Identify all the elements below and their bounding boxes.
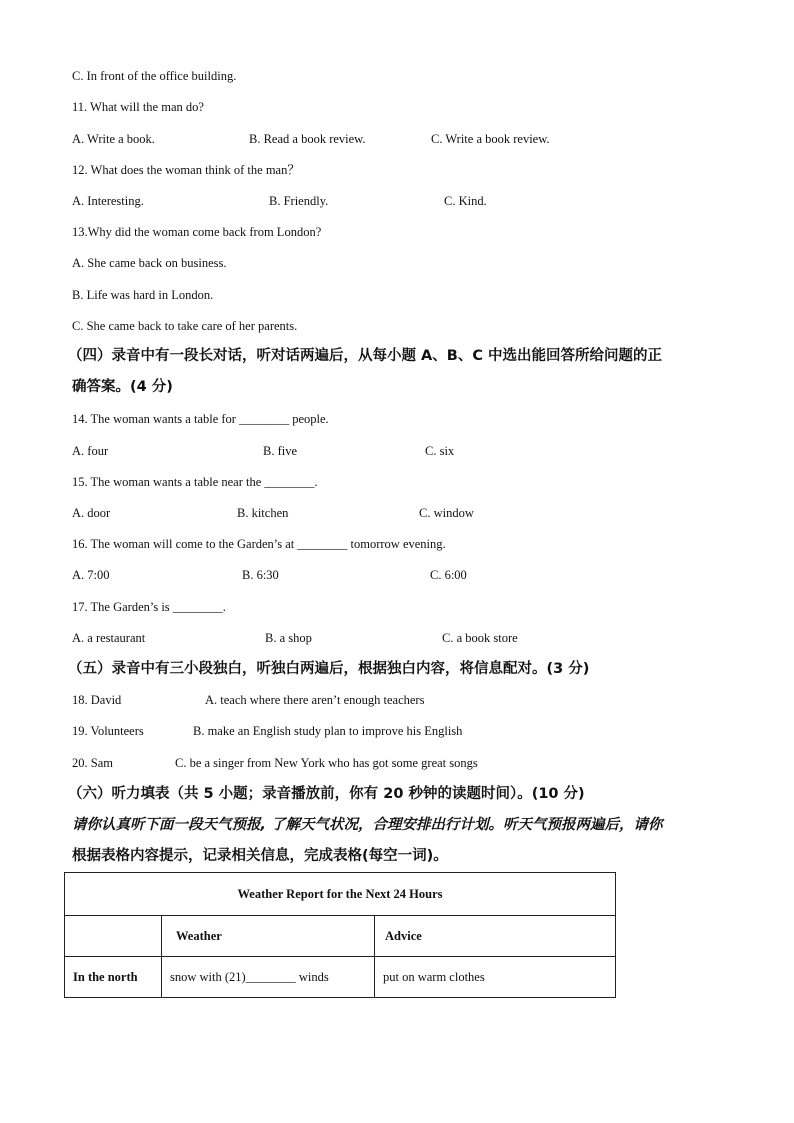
q11-option-b: B. Read a book review. bbox=[249, 132, 366, 146]
q14-option-b: B. five bbox=[263, 444, 298, 458]
match-option-a: A. teach where there aren’t enough teachers bbox=[205, 693, 425, 707]
section-6-instructions: 请你认真听下面一段天气预报, 了解天气状况，合理安排出行计划。听天气预报两遍后，请你 bbox=[72, 817, 663, 833]
section-4-heading: （四）录音中有一段长对话，听对话两遍后，从每小题 A、B、C 中选出能回答所给问题的正 bbox=[68, 348, 663, 364]
q17-option-c: C. a book store bbox=[442, 631, 518, 645]
q17-option-b: B. a shop bbox=[265, 631, 312, 645]
q12-option-a: A. Interesting. bbox=[72, 194, 144, 208]
q13-option-b: B. Life was hard in London. bbox=[72, 288, 214, 302]
q11-option-c: C. Write a book review. bbox=[431, 132, 550, 146]
q15-option-a: A. door bbox=[72, 506, 111, 520]
q13-option-c: C. She came back to take care of her parents. bbox=[72, 319, 298, 333]
q13-option-a: A. She came back on business. bbox=[72, 256, 227, 270]
q11-option-a: A. Write a book. bbox=[72, 132, 155, 146]
q14-option-c: C. six bbox=[425, 444, 455, 458]
match-option-b: B. make an English study plan to improve his English bbox=[193, 724, 463, 738]
table-row bbox=[65, 873, 616, 916]
section-5-heading: （五）录音中有三小段独白，听独白两遍后，根据独白内容，将信息配对。(3 分) bbox=[68, 661, 590, 677]
option-line: C. In front of the office building. bbox=[72, 69, 237, 83]
match-19: 19. Volunteers bbox=[72, 724, 144, 738]
question-15: 15. The woman wants a table near the ________. bbox=[72, 475, 318, 489]
question-11: 11. What will the man do? bbox=[72, 100, 204, 114]
q16-option-b: B. 6:30 bbox=[242, 568, 279, 582]
q17-option-a: A. a restaurant bbox=[72, 631, 146, 645]
weather-report-table bbox=[64, 872, 616, 998]
table-header-advice: Advice bbox=[375, 916, 616, 957]
question-13: 13.Why did the woman come back from London? bbox=[72, 225, 322, 239]
table-title: Weather Report for the Next 24 Hours bbox=[65, 873, 616, 916]
question-14: 14. The woman wants a table for ________ people. bbox=[72, 412, 329, 426]
q15-option-b: B. kitchen bbox=[237, 506, 289, 520]
q16-option-c: C. 6:00 bbox=[430, 568, 467, 582]
q16-option-a: A. 7:00 bbox=[72, 568, 110, 582]
match-18: 18. David bbox=[72, 693, 122, 707]
table-row bbox=[65, 916, 616, 957]
table-cell-weather: snow with (21)________ winds bbox=[162, 957, 375, 998]
q14-option-a: A. four bbox=[72, 444, 109, 458]
match-option-c: C. be a singer from New York who has got some great songs bbox=[175, 756, 478, 770]
table-row-label: In the north bbox=[65, 957, 162, 998]
q15-option-c: C. window bbox=[419, 506, 474, 520]
section-6-heading: （六）听力填表（共 5 小题；录音播放前，你有 20 秒钟的读题时间）。(10 分) bbox=[68, 786, 585, 802]
question-16: 16. The woman will come to the Garden’s at ________ tomorrow evening. bbox=[72, 537, 446, 551]
table-header-empty bbox=[65, 916, 162, 957]
section-6-instructions-cont: 根据表格内容提示，记录相关信息，完成表格(每空一词)。 bbox=[72, 848, 448, 864]
question-17: 17. The Garden’s is ________. bbox=[72, 600, 226, 614]
match-20: 20. Sam bbox=[72, 756, 113, 770]
q12-option-b: B. Friendly. bbox=[269, 194, 329, 208]
table-row bbox=[65, 957, 616, 998]
question-12: 12. What does the woman think of the man？ bbox=[72, 163, 300, 177]
table-cell-advice: put on warm clothes bbox=[375, 957, 616, 998]
table-header-weather: Weather bbox=[162, 916, 375, 957]
section-4-heading-cont: 确答案。(4 分) bbox=[72, 379, 173, 395]
q12-option-c: C. Kind. bbox=[444, 194, 487, 208]
